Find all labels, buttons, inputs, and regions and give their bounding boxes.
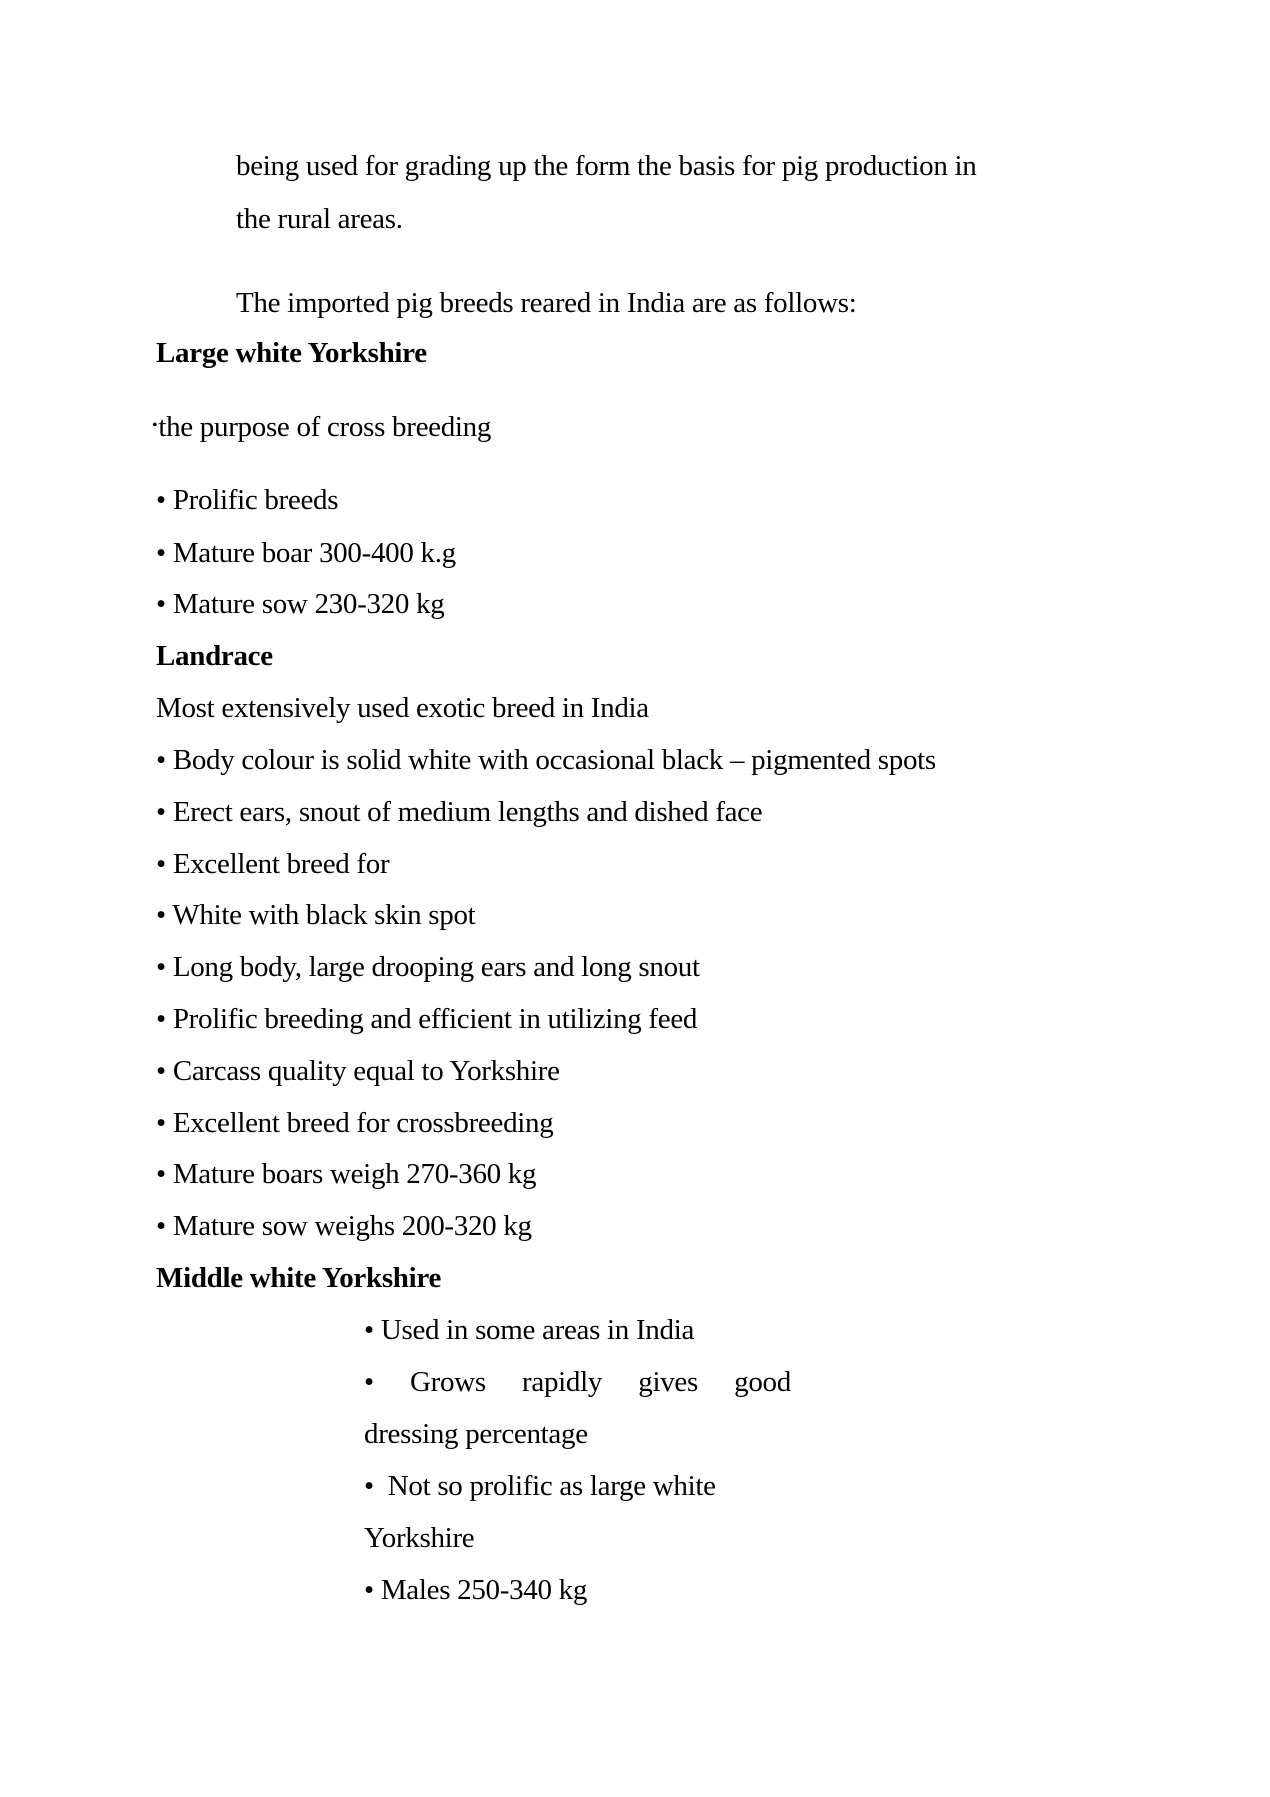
list-item xyxy=(156,951,700,984)
list-item-text: Males 250-340 kg xyxy=(380,1574,588,1606)
bullet-dot: • xyxy=(156,1210,166,1242)
list-item-text: Long body, large drooping ears and long snout xyxy=(172,951,700,983)
intro-line-1: being used for grading up the form the basis for pig production in xyxy=(236,150,977,182)
list-item-text: Not so prolific as large white xyxy=(387,1470,716,1502)
list-item xyxy=(156,1055,560,1088)
list-item xyxy=(156,744,936,777)
list-item-text: Mature sow 230-320 kg xyxy=(172,588,445,620)
bullet-dot: • xyxy=(156,484,166,516)
bullet-dot: • xyxy=(156,1055,166,1087)
list-item xyxy=(156,1003,697,1036)
list-item-text: Mature boar 300-400 k.g xyxy=(172,537,456,569)
list-item xyxy=(156,537,456,570)
list-item-text: Excellent breed for crossbreeding xyxy=(172,1107,554,1139)
bullet-dot: • xyxy=(364,1314,374,1346)
bullet-dot: • xyxy=(156,1158,166,1190)
list-item xyxy=(156,1158,536,1191)
list-item-word: Grows xyxy=(410,1366,486,1398)
list-item-word: gives xyxy=(638,1366,698,1398)
bullet-dot: • xyxy=(152,417,158,434)
list-item xyxy=(364,1470,716,1503)
list-item-text: Prolific breeds xyxy=(172,484,339,516)
landrace-intro: Most extensively used exotic breed in India xyxy=(156,692,649,724)
list-item-text: Body colour is solid white with occasional black – pigmented spots xyxy=(172,744,936,776)
list-item-text: Mature sow weighs 200-320 kg xyxy=(172,1210,532,1242)
bullet-dot: • xyxy=(364,1366,374,1398)
bullet-dot: • xyxy=(364,1470,374,1502)
list-item-word: good xyxy=(734,1366,791,1398)
bullet-dot: • xyxy=(156,537,166,569)
bullet-dot: • xyxy=(156,744,166,776)
list-item xyxy=(156,796,762,829)
large-white-note xyxy=(152,411,491,444)
bullet-dot: • xyxy=(156,796,166,828)
intro-line-3: The imported pig breeds reared in India are as follows: xyxy=(236,287,857,319)
bullet-dot: • xyxy=(156,848,166,880)
list-item xyxy=(156,484,338,517)
large-white-note-text: the purpose of cross breeding xyxy=(158,411,492,443)
list-item xyxy=(156,588,444,621)
list-item xyxy=(364,1314,694,1347)
list-item xyxy=(156,1210,532,1243)
list-item-text: Used in some areas in India xyxy=(380,1314,695,1346)
bullet-dot: • xyxy=(156,1003,166,1035)
list-item-text: Carcass quality equal to Yorkshire xyxy=(172,1055,560,1087)
list-item xyxy=(156,899,475,932)
list-item-text: Mature boars weigh 270-360 kg xyxy=(172,1158,537,1190)
heading-large-white-yorkshire: Large white Yorkshire xyxy=(156,337,427,369)
list-item-text: Excellent breed for xyxy=(172,848,390,880)
list-item-word: rapidly xyxy=(522,1366,603,1398)
heading-landrace: Landrace xyxy=(156,640,273,672)
list-item-text: Prolific breeding and efficient in utilizing feed xyxy=(172,1003,698,1035)
list-item-text: White with black skin spot xyxy=(172,899,476,931)
list-item xyxy=(156,848,389,881)
bullet-dot: • xyxy=(156,588,166,620)
intro-line-2: the rural areas. xyxy=(236,203,403,235)
bullet-dot: • xyxy=(156,899,166,931)
list-item xyxy=(364,1366,791,1399)
bullet-dot: • xyxy=(156,1107,166,1139)
list-item-continuation: Yorkshire xyxy=(364,1522,475,1554)
bullet-dot: • xyxy=(364,1574,374,1606)
list-item-text: Erect ears, snout of medium lengths and dished face xyxy=(172,796,763,828)
heading-middle-white-yorkshire: Middle white Yorkshire xyxy=(156,1262,442,1294)
bullet-dot: • xyxy=(156,951,166,983)
list-item xyxy=(156,1107,553,1140)
list-item xyxy=(364,1574,587,1607)
list-item-continuation: dressing percentage xyxy=(364,1418,588,1450)
